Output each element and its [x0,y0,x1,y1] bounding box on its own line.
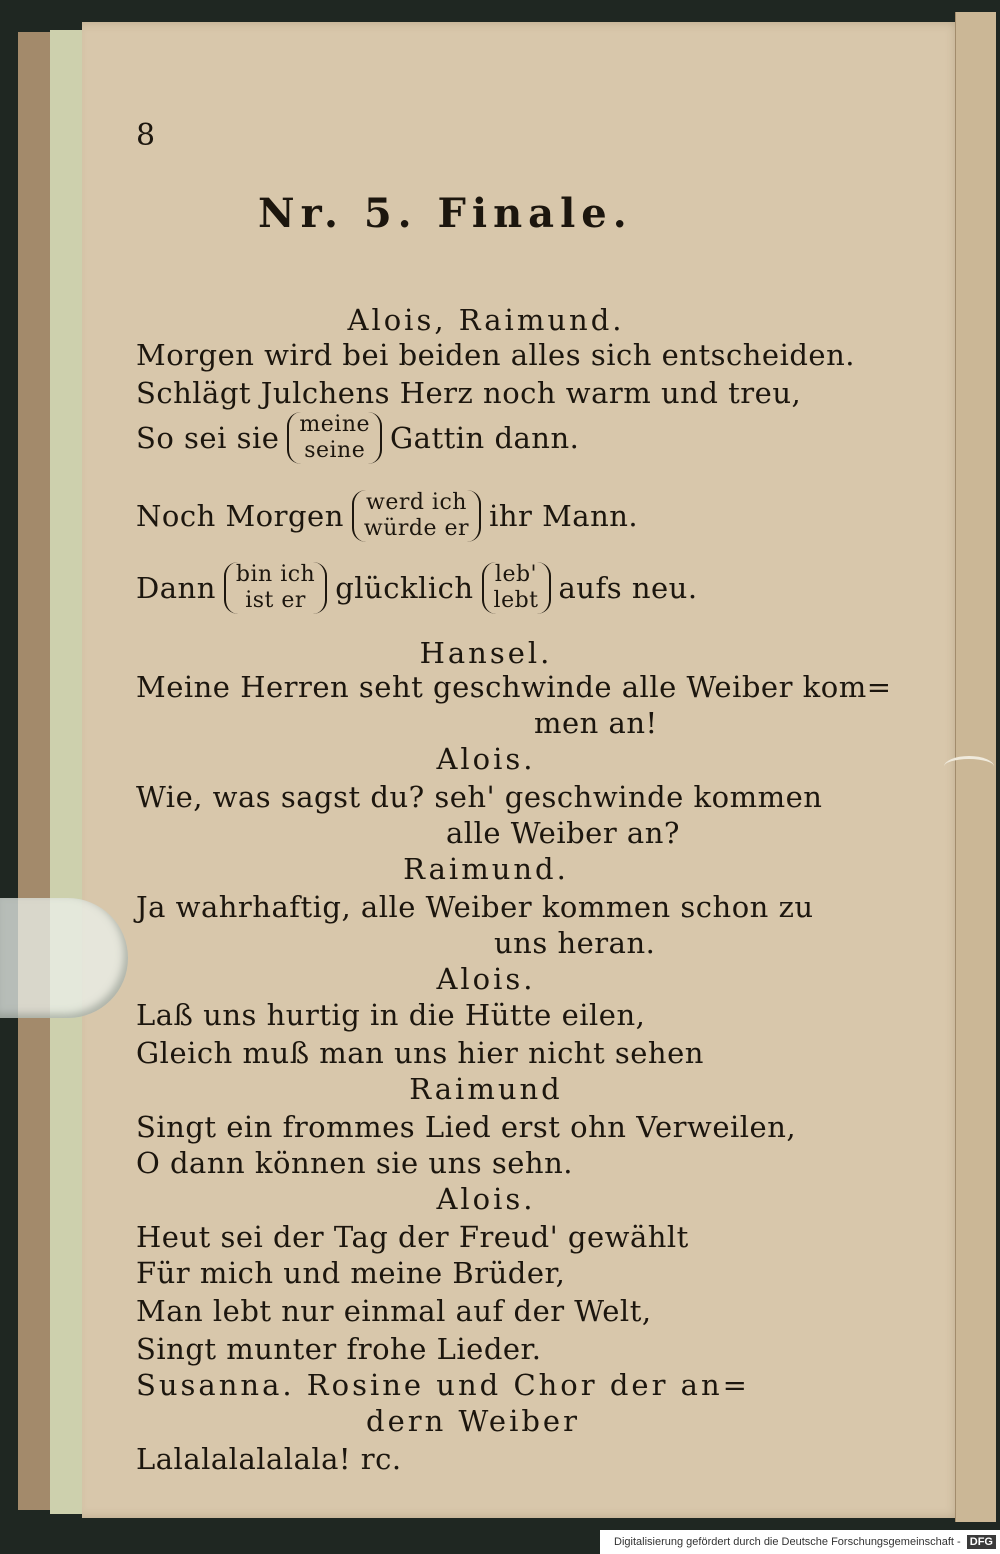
text-line: Heut sei der Tag der Freud' gewählt [136,1220,689,1254]
alternative-option: seine [304,438,366,463]
text-fragment: glücklich [335,571,474,605]
page-number: 8 [136,118,156,153]
text-line: Singt ein frommes Lied erst ohn Verweilen, [136,1110,797,1144]
text-line: alle Weiber an? [446,816,680,850]
text-line: Für mich und meine Brüder, [136,1256,566,1290]
text-fragment: Dann [136,571,216,605]
credit-text: Digitalisierung gefördert durch die Deutsche Forschungsgemeinschaft - [614,1536,961,1548]
page-clip [0,898,128,1018]
speaker-heading: Raimund [409,1072,563,1106]
speaker-heading: dern Weiber [366,1404,580,1438]
alternative-option: würde er [363,516,470,541]
text-line-alternatives [136,490,638,542]
speaker-heading: Raimund. [403,852,569,886]
speaker-heading: Alois. [436,742,536,776]
text-line: O dann können sie uns sehn. [136,1146,573,1180]
text-line: Lalalalalalala! rc. [136,1442,402,1476]
alternative-option: bin ich [235,562,316,587]
alternative-brace [287,412,382,464]
text-line: men an! [534,706,658,740]
alternative-brace [352,490,481,542]
alternative-option: meine [299,412,371,437]
alternative-option: ist er [245,588,306,613]
text-line: Gleich muß man uns hier nicht sehen [136,1036,704,1070]
text-fragment: So sei sie [136,421,280,455]
text-line-alternatives [136,562,698,614]
text-fragment: aufs neu. [558,571,698,605]
speaker-heading: Alois. [436,1182,536,1216]
text-line: uns heran. [494,926,656,960]
text-line: Ja wahrhaftig, alle Weiber kommen schon zu [136,890,814,924]
text-line: Wie, was sagst du? seh' geschwinde kommen [136,780,823,814]
funding-credit [600,1530,1000,1554]
binding-thread [944,756,994,777]
dfg-logo: DFG [967,1535,996,1549]
text-line: Singt munter frohe Lieder. [136,1332,542,1366]
text-fragment: Gattin dann. [390,421,580,455]
text-line-alternatives [136,412,579,464]
alternative-option: lebt [493,588,539,613]
speaker-heading: Hansel. [419,636,553,670]
speaker-heading: Alois, Raimund. [347,303,625,337]
text-line: Morgen wird bei beiden alles sich entscheiden. [136,338,855,372]
text-fragment: ihr Mann. [489,499,639,533]
page-title: Nr. 5. Finale. [258,190,633,237]
text-line: Schlägt Julchens Herz noch warm und treu, [136,376,802,410]
text-line: Meine Herren seht geschwinde alle Weiber kom= [136,670,892,704]
speaker-heading: Susanna. Rosine und Chor der an= [136,1368,750,1402]
text-line: Laß uns hurtig in die Hütte eilen, [136,998,646,1032]
text-fragment: Noch Morgen [136,499,344,533]
alternative-brace [224,562,327,614]
alternative-option: leb' [494,562,538,587]
speaker-heading: Alois. [436,962,536,996]
alternative-option: werd ich [365,490,467,515]
alternative-brace [482,562,551,614]
text-line: Man lebt nur einmal auf der Welt, [136,1294,652,1328]
